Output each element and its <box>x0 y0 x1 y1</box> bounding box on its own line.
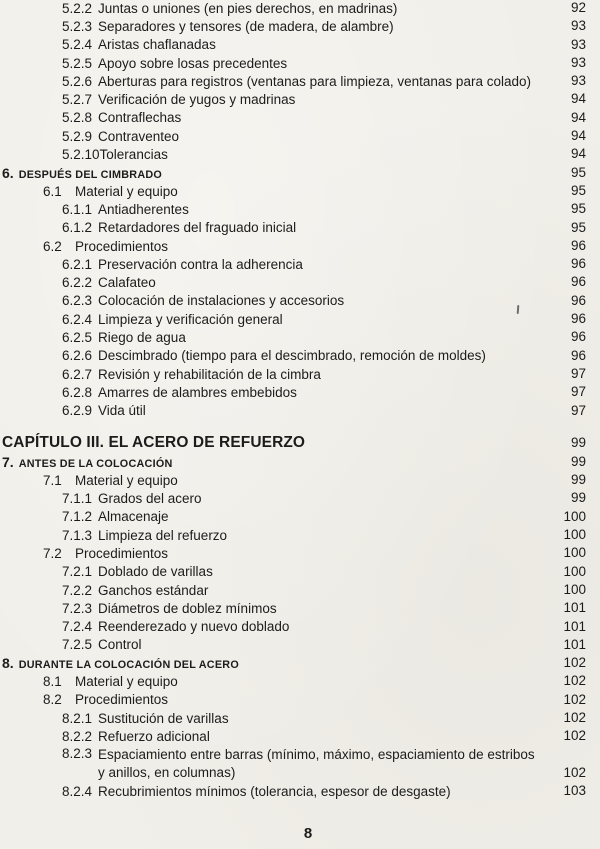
toc-entry-title: Doblado de varillas <box>98 564 213 580</box>
toc-entry-label <box>0 454 173 470</box>
toc-entry-number: 6.2.9 <box>62 403 93 419</box>
toc-entry-label <box>0 330 186 345</box>
toc-entry-page: 93 <box>570 54 586 70</box>
toc-entry-page: 102 <box>563 673 586 689</box>
toc-entry-title: Calafateo <box>98 275 156 291</box>
toc-entry-number: 7.2.1 <box>62 564 93 580</box>
toc-entry <box>0 727 600 745</box>
toc-entry-page: 99 <box>570 472 586 488</box>
toc-entry-number: 7.2.2 <box>62 582 93 598</box>
toc-entry-page: 102 <box>563 709 586 725</box>
toc-entry-title: Refuerzo adicional <box>98 728 210 744</box>
toc-entry-title: Vida útil <box>98 403 146 419</box>
toc-entry <box>0 200 600 218</box>
toc-entry-number: 7. <box>2 453 14 470</box>
toc-entry <box>0 219 600 237</box>
toc-entry <box>0 563 600 581</box>
toc-entry-label <box>0 56 287 71</box>
toc-entry <box>0 402 600 420</box>
toc-entry <box>0 691 600 709</box>
toc-entry-page: 101 <box>563 636 586 652</box>
toc-entry-label <box>0 619 289 634</box>
toc-entry <box>0 453 600 471</box>
toc-entry-label <box>0 473 178 488</box>
toc-entry <box>0 636 600 654</box>
toc-entry-number: 8.2.2 <box>62 728 93 744</box>
toc-entry <box>0 36 600 54</box>
toc-entry <box>0 618 600 636</box>
toc-entry-page: 102 <box>563 728 586 744</box>
toc-entry-label <box>0 674 178 689</box>
toc-entry <box>0 145 600 163</box>
toc-entry <box>0 599 600 617</box>
toc-entry-number: 8. <box>2 655 14 672</box>
toc-entry-label <box>0 348 486 363</box>
toc-entry-page: 96 <box>570 329 586 345</box>
toc-entry-title: Amarres de alambres embebidos <box>98 384 297 400</box>
page-number-footer: 8 <box>303 825 313 842</box>
toc-entry-title: Material y equipo <box>75 472 178 488</box>
toc-entry-page: 96 <box>570 292 586 308</box>
toc-entry-number: 5.2.8 <box>62 110 93 126</box>
toc-entry-number: 7.2.3 <box>62 600 93 616</box>
toc-entry-number: 6.2.5 <box>62 329 93 345</box>
toc-entry-page: 96 <box>570 274 586 290</box>
toc-entry <box>0 328 600 346</box>
toc-entry-title: Ganchos estándar <box>98 582 209 598</box>
toc-entry-title: Preservación contra la adherencia <box>98 256 303 272</box>
toc-entry-number: 6.2.7 <box>62 366 93 382</box>
toc-entry <box>0 164 600 182</box>
toc-entry <box>0 365 600 383</box>
toc-entry-number: 6.2.1 <box>62 256 93 272</box>
toc-entry-title: Revisión y rehabilitación de la cimbra <box>98 366 321 382</box>
toc-entry-label <box>0 583 208 598</box>
toc-entry-number: 6.2.8 <box>62 384 93 400</box>
toc-entry-title: Procedimientos <box>75 692 169 708</box>
toc-entry <box>0 255 600 273</box>
toc-entry <box>0 709 600 727</box>
toc-entry-page: 97 <box>570 365 586 381</box>
toc-entry-number: 6.1.1 <box>62 201 93 217</box>
toc-entry-number: 7.1.1 <box>62 491 93 507</box>
toc-entry-number: 6. <box>2 164 14 181</box>
toc-entry-page: 93 <box>570 73 586 89</box>
toc-entry-page: 94 <box>570 146 586 162</box>
toc-entry-number: 7.2.4 <box>62 619 93 635</box>
toc-entry-label <box>0 37 216 52</box>
toc-entry-number: 7.1 <box>43 472 62 488</box>
toc-entry-number: 5.2.10 <box>62 147 100 163</box>
toc-entry-page: 96 <box>570 237 586 253</box>
toc-entry-title: Almacenaje <box>98 509 169 525</box>
toc-entry-page: 100 <box>563 563 586 579</box>
toc-entry <box>0 433 600 453</box>
toc-entry-label <box>0 509 169 524</box>
toc-entry-page: 96 <box>570 347 586 363</box>
toc-entry <box>0 273 600 291</box>
toc-entry-title: Reenderezado y nuevo doblado <box>98 619 290 635</box>
toc-entry-label <box>0 528 227 543</box>
toc-entry-title: Aberturas para registros (ventanas para limpieza, ventanas para colado) <box>98 73 531 89</box>
toc-entry-label <box>0 110 181 125</box>
toc-entry-label <box>0 692 168 707</box>
toc-entry-title-continuation: y anillos, en columnas) <box>98 764 236 780</box>
toc-entry-page: 102 <box>563 655 586 671</box>
toc-entry-label <box>0 129 179 144</box>
toc-entry <box>0 383 600 401</box>
toc-entry <box>0 54 600 72</box>
toc-entry-title: CAPÍTULO III. EL ACERO DE REFUERZO <box>2 433 306 451</box>
toc-entry-title: Antiadherentes <box>98 201 189 217</box>
toc-entry-label <box>0 74 531 89</box>
toc-entry-number: 8.2.3 <box>62 745 93 761</box>
toc-entry-title: Diámetros de doblez mínimos <box>98 600 277 616</box>
toc-entry-title: Separadores y tensores (de madera, de alambre) <box>98 18 394 34</box>
toc-entry-title: Espaciamiento entre barras (mínimo, máximo, espaciamiento de estribos y anillos, en columnas) <box>98 746 535 783</box>
toc-entry-label <box>0 202 189 217</box>
toc-entry-title: Colocación de instalaciones y accesorios <box>98 293 345 309</box>
toc-entry-number: 5.2.2 <box>62 0 93 16</box>
toc-entry-title: Material y equipo <box>75 674 178 690</box>
toc-entry <box>0 72 600 90</box>
toc-entry-title: Retardadores del fraguado inicial <box>98 220 297 236</box>
toc-entry-title: Contraflechas <box>98 110 182 126</box>
toc-entry-number: 7.1.2 <box>62 509 93 525</box>
toc-entry <box>0 292 600 310</box>
toc-entry-page: 99 <box>570 490 586 506</box>
toc-entry <box>0 17 600 35</box>
toc-entry <box>0 581 600 599</box>
toc-entry <box>0 90 600 108</box>
toc-entry-page: 100 <box>563 581 586 597</box>
toc-entry-page: 100 <box>563 508 586 524</box>
toc-entry-number: 6.2.4 <box>62 311 93 327</box>
toc-entry-page: 95 <box>570 164 586 180</box>
toc-entry-label <box>0 1 397 16</box>
toc-entry-title: Limpieza y verificación general <box>98 311 283 327</box>
toc-entry-page: 96 <box>570 311 586 327</box>
toc-entry-label <box>0 546 168 561</box>
toc-entry-label <box>0 257 303 272</box>
toc-entry-page: 99 <box>570 434 586 450</box>
toc-entry-page: 100 <box>563 527 586 543</box>
toc-entry-page: 101 <box>563 618 586 634</box>
toc-entry-page: 97 <box>570 384 586 400</box>
toc-entry <box>0 347 600 365</box>
toc-entry-title: DESPUÉS DEL CIMBRADO <box>18 168 163 181</box>
toc-entry-number: 5.2.5 <box>62 55 93 71</box>
toc-entry-title: Control <box>98 637 142 653</box>
toc-entry <box>0 654 600 672</box>
toc-entry-number: 6.2 <box>43 238 62 254</box>
toc-entry-label <box>0 184 178 199</box>
toc-entry-label <box>0 784 451 799</box>
toc-entry-label <box>0 275 156 290</box>
toc-entry-title: Aristas chaflanadas <box>98 37 216 53</box>
toc-entry-title: Juntas o uniones (en pies derechos, en madrinas) <box>98 0 398 16</box>
toc-entry-label <box>0 293 344 308</box>
toc-entry-title: Recubrimientos mínimos (tolerancia, espesor de desgaste) <box>98 783 451 799</box>
toc-entry-page: 97 <box>570 402 586 418</box>
toc-entry-page: 92 <box>570 0 586 15</box>
toc-entry-label <box>0 434 305 452</box>
toc-entry-label <box>0 655 239 671</box>
toc-entry-number: 6.2.2 <box>62 275 93 291</box>
toc-entry-label <box>0 729 210 744</box>
toc-entry-page: 93 <box>570 36 586 52</box>
toc-entry-number: 6.1.2 <box>62 220 93 236</box>
toc-entry <box>0 310 600 328</box>
toc-entry-page: 101 <box>563 600 586 616</box>
toc-entry-page: 95 <box>570 182 586 198</box>
toc-entry-label <box>0 403 146 418</box>
toc-entry-number: 8.2.1 <box>62 710 93 726</box>
toc-entry-label <box>0 92 295 107</box>
toc-entry-title: Riego de agua <box>98 329 186 345</box>
toc-entry <box>0 746 600 783</box>
toc-entry <box>0 0 600 17</box>
toc-entry-label <box>0 19 394 34</box>
toc-entry-title: Limpieza del refuerzo <box>98 527 228 543</box>
toc-entry-number: 5.2.3 <box>62 18 93 34</box>
toc-entry <box>0 508 600 526</box>
toc-entry-label <box>0 711 229 726</box>
toc-entry-page: 103 <box>563 783 586 799</box>
toc-entry-number: 5.2.7 <box>62 92 93 108</box>
toc-entry-page: 96 <box>570 256 586 272</box>
toc-entry-title: Procedimientos <box>75 238 169 254</box>
toc-entry-number: 5.2.9 <box>62 128 93 144</box>
toc-entry <box>0 672 600 690</box>
toc-entry-title: Descimbrado (tiempo para el descimbrado, remoción de moldes) <box>98 348 486 364</box>
toc-entry-label <box>0 491 202 506</box>
toc-entry-label <box>0 601 277 616</box>
toc-entry-page: 95 <box>570 201 586 217</box>
toc-entry-label <box>0 239 168 254</box>
toc-entry-number: 6.1 <box>43 183 62 199</box>
toc-entry-title: Material y equipo <box>75 183 178 199</box>
toc-entry-title: Tolerancias <box>99 147 168 163</box>
toc-entry-number: 8.2.4 <box>62 783 93 799</box>
toc-entry-page: 94 <box>570 91 586 107</box>
toc-entry-page: 99 <box>570 453 586 469</box>
toc-entry-title: DURANTE LA COLOCACIÓN DEL ACERO <box>18 659 239 672</box>
toc-entry-number: 6.2.6 <box>62 348 93 364</box>
toc-entry-label <box>0 312 283 327</box>
toc-entry-label <box>0 385 297 400</box>
toc-entry-number: 7.1.3 <box>62 527 93 543</box>
toc-entry-label <box>0 367 321 382</box>
toc-entry-page: 100 <box>563 545 586 561</box>
toc-entry <box>0 544 600 562</box>
toc-entry-label <box>0 637 142 652</box>
toc-entry-number: 7.2 <box>43 545 62 561</box>
toc-entry-label <box>0 165 162 181</box>
toc-entry-page: 102 <box>563 764 586 780</box>
toc-entry <box>0 489 600 507</box>
toc-entry-label <box>0 564 213 579</box>
toc-entry <box>0 471 600 489</box>
toc-entry-number: 6.2.3 <box>62 293 93 309</box>
toc-entry-label <box>0 220 296 235</box>
toc-entry-number: 7.2.5 <box>62 637 93 653</box>
toc-entry-number: 5.2.6 <box>62 73 93 89</box>
toc-entry-title: Verificación de yugos y madrinas <box>98 92 296 108</box>
toc-entry <box>0 782 600 800</box>
toc-entry <box>0 109 600 127</box>
toc-entry-title: Sustitución de varillas <box>98 710 229 726</box>
toc-entry-title: ANTES DE LA COLOCACIÓN <box>18 457 173 470</box>
toc-entry-number: 8.1 <box>43 674 62 690</box>
toc-entry-title: Grados del acero <box>98 491 202 507</box>
toc-entry-page: 95 <box>570 219 586 235</box>
toc-entry-page: 102 <box>563 691 586 707</box>
toc-entry <box>0 127 600 145</box>
toc-entry-label <box>0 746 535 783</box>
toc-entry <box>0 526 600 544</box>
toc-entry-title: Procedimientos <box>75 545 169 561</box>
toc-entry-page: 94 <box>570 109 586 125</box>
toc-entry <box>0 182 600 200</box>
toc-entry-page: 93 <box>570 18 586 34</box>
toc-entry-number: 5.2.4 <box>62 37 93 53</box>
toc-entry <box>0 237 600 255</box>
toc-entry-number: 8.2 <box>43 692 62 708</box>
toc-entry-title: Contraventeo <box>98 128 180 144</box>
toc-entry-page: 94 <box>570 128 586 144</box>
toc-entry-label <box>0 147 168 162</box>
toc-entry-title: Apoyo sobre losas precedentes <box>98 55 288 71</box>
